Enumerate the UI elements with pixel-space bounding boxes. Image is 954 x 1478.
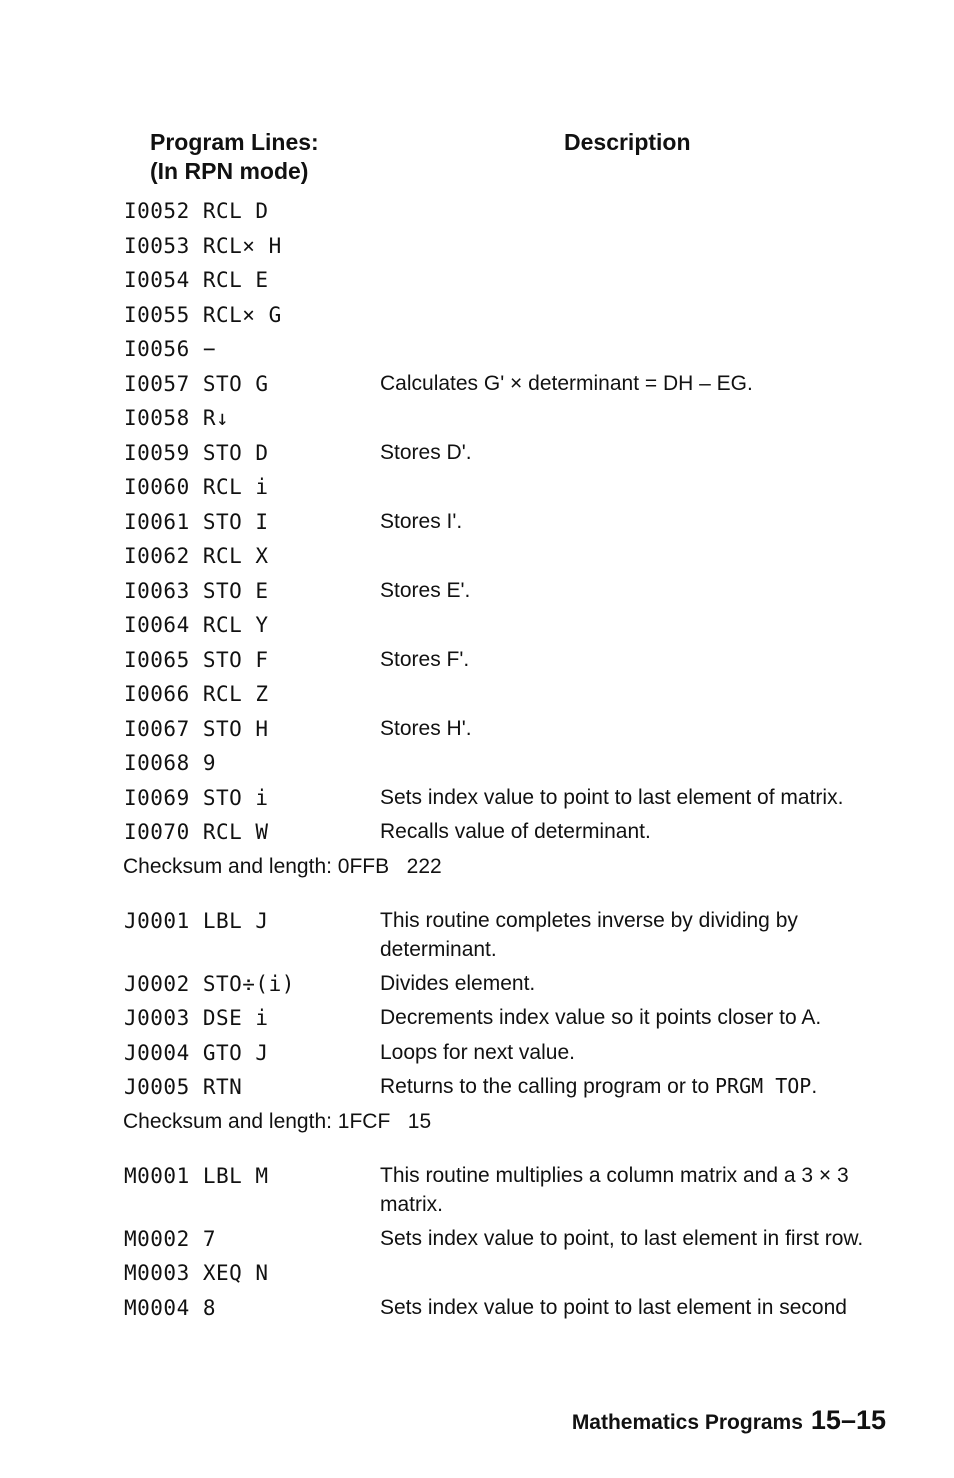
program-line: J0005 RTN — [124, 1075, 243, 1099]
program-line: J0003 DSE i — [124, 1006, 269, 1030]
listing-row — [0, 334, 954, 369]
listing-row — [0, 265, 954, 300]
line-description: Stores I'. — [380, 509, 463, 533]
line-description: Stores H'. — [380, 716, 472, 740]
line-description: Sets index value to point to last element in second — [380, 1295, 847, 1319]
program-line: I0055 RCL× G — [124, 302, 282, 327]
line-description: Calculates G' × determinant = DH – EG. — [380, 371, 753, 395]
program-line: I0059 STO D — [124, 440, 269, 465]
description-heading: Description — [564, 129, 691, 155]
program-line: I0058 R↓ — [124, 406, 230, 430]
listing-row — [0, 472, 954, 507]
program-line: J0001 LBL J — [124, 908, 269, 933]
line-description: Stores F'. — [380, 647, 470, 671]
program-line: I0052 RCL D — [124, 199, 269, 223]
listing-row — [0, 714, 954, 749]
checksum-row — [0, 852, 954, 906]
listing-row — [0, 969, 954, 1004]
program-line: I0068 9 — [124, 751, 217, 775]
line-description: Sets index value to point, to last element in first row. — [380, 1226, 864, 1250]
program-line: I0057 STO G — [124, 371, 269, 396]
listing-row — [0, 369, 954, 404]
listing-row — [0, 1003, 954, 1038]
listing-row — [0, 817, 954, 852]
program-line: I0067 STO H — [124, 716, 269, 741]
checksum-row — [0, 1107, 954, 1161]
program-line: I0066 RCL Z — [124, 682, 269, 706]
listing-row — [0, 300, 954, 335]
program-line: I0053 RCL× H — [124, 233, 282, 258]
description-text: Returns to the calling program or to — [380, 1075, 715, 1098]
listing-row — [0, 783, 954, 818]
prgm-top-keyword: PRGM TOP — [715, 1074, 812, 1098]
listing-row — [0, 576, 954, 611]
description-tail: . — [811, 1075, 818, 1098]
program-line: I0062 RCL X — [124, 544, 269, 568]
program-line: I0065 STO F — [124, 647, 269, 672]
line-description: This routine completes inverse by dividing by determinant. — [380, 908, 798, 961]
program-line: M0003 XEQ N — [124, 1261, 269, 1285]
program-line: M0001 LBL M — [124, 1163, 269, 1188]
listing-row — [0, 231, 954, 266]
page-footer — [572, 1405, 886, 1436]
listing-row — [0, 1293, 954, 1328]
program-line: J0002 STO÷(i) — [124, 971, 295, 996]
program-line: I0060 RCL i — [124, 475, 269, 499]
chapter-title: Mathematics Programs — [571, 1411, 803, 1434]
program-lines-heading-line2: (In RPN mode) — [150, 158, 309, 184]
program-line: I0069 STO i — [124, 785, 269, 810]
listing-row — [0, 507, 954, 542]
listing-row — [0, 906, 954, 969]
line-description — [380, 1072, 890, 1101]
listing-row — [0, 645, 954, 680]
listing-row — [0, 403, 954, 438]
listing-row — [0, 610, 954, 645]
program-line: I0070 RCL W — [124, 820, 269, 844]
program-line: I0063 STO E — [124, 578, 269, 603]
program-line: I0061 STO I — [124, 509, 269, 534]
checksum-text: Checksum and length: 1FCF 15 — [123, 1109, 432, 1133]
program-line: M0004 8 — [124, 1295, 217, 1320]
listing-row — [0, 679, 954, 714]
listing-row — [0, 1258, 954, 1293]
line-description: Recalls value of determinant. — [380, 820, 651, 843]
line-description: Stores E'. — [380, 578, 471, 602]
program-line: I0056 − — [124, 337, 217, 361]
listing-row — [0, 748, 954, 783]
program-lines-heading — [150, 128, 319, 186]
line-description: Loops for next value. — [380, 1040, 575, 1064]
line-description: Divides element. — [380, 971, 536, 995]
line-description: Decrements index value so it points closer to A. — [380, 1006, 822, 1029]
listing-row — [0, 541, 954, 576]
program-line: I0064 RCL Y — [124, 613, 269, 637]
program-line: I0054 RCL E — [124, 268, 269, 292]
listing-row — [0, 196, 954, 231]
program-listing — [0, 196, 954, 1327]
listing-row — [0, 1038, 954, 1073]
page-number: 15–15 — [810, 1405, 886, 1435]
program-lines-heading-line1: Program Lines: — [150, 129, 319, 155]
listing-row — [0, 1224, 954, 1259]
program-line: J0004 GTO J — [124, 1040, 269, 1065]
line-description: Stores D'. — [380, 440, 472, 464]
line-description: This routine multiplies a column matrix and a 3 × 3 matrix. — [380, 1163, 849, 1216]
listing-row — [0, 438, 954, 473]
listing-row — [0, 1161, 954, 1224]
checksum-text: Checksum and length: 0FFB 222 — [123, 854, 442, 878]
listing-row — [0, 1072, 954, 1107]
line-description: Sets index value to point to last element of matrix. — [380, 785, 844, 809]
program-line: M0002 7 — [124, 1226, 217, 1251]
